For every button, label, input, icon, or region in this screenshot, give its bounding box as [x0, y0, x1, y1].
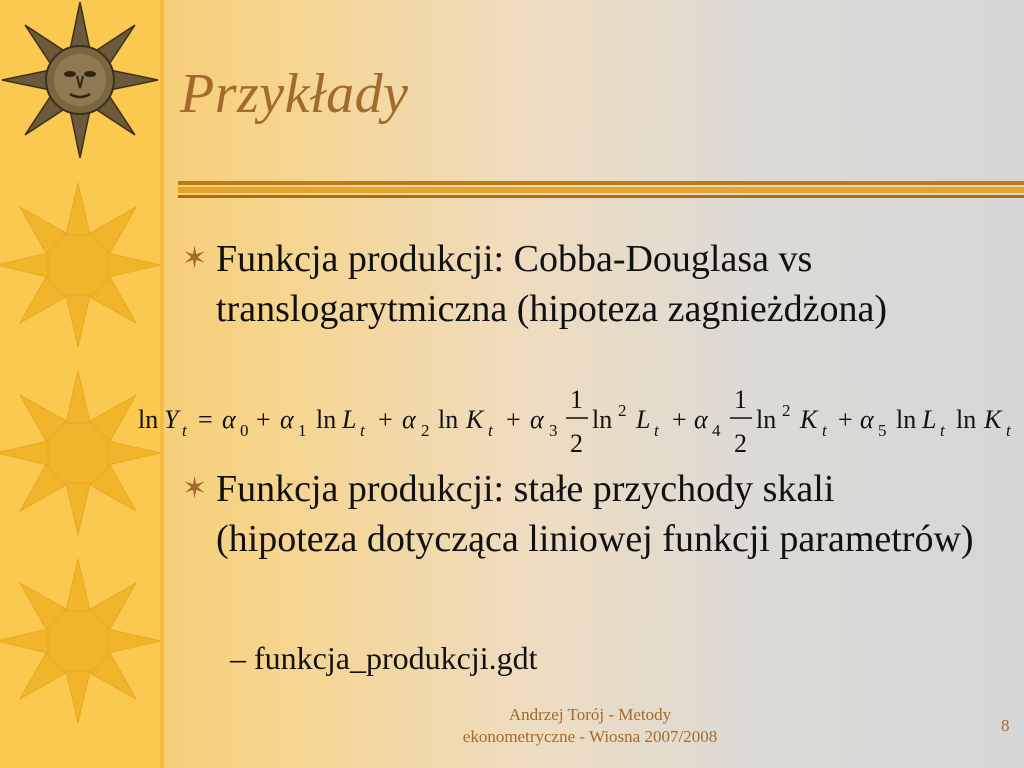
svg-text:α: α — [280, 405, 294, 434]
svg-text:t: t — [822, 421, 827, 440]
title-rule — [178, 181, 1024, 185]
svg-text:=: = — [198, 405, 213, 434]
sun-icon — [0, 180, 170, 350]
page-number: 8 — [1001, 716, 1010, 735]
svg-text:4: 4 — [712, 421, 721, 440]
svg-text:K: K — [800, 405, 818, 434]
svg-text:1: 1 — [298, 421, 307, 440]
svg-text:L: L — [636, 405, 651, 434]
svg-text:K: K — [984, 405, 1002, 434]
bullet-item — [182, 464, 976, 564]
svg-text:2: 2 — [570, 429, 583, 458]
svg-text:+: + — [256, 405, 271, 434]
svg-text:Y: Y — [164, 405, 179, 434]
svg-text:3: 3 — [549, 421, 558, 440]
svg-text:1: 1 — [734, 388, 747, 414]
slide-title: Przykłady — [180, 63, 409, 125]
svg-text:0: 0 — [240, 421, 249, 440]
star-bullet-icon: ✶ — [182, 242, 208, 275]
footer-line: ekonometryczne - Wiosna 2007/2008 — [462, 727, 718, 746]
svg-text:ln: ln — [316, 405, 337, 434]
svg-text:t: t — [360, 421, 365, 440]
svg-text:α: α — [402, 405, 416, 434]
svg-text:α: α — [222, 405, 236, 434]
svg-text:K: K — [466, 405, 484, 434]
svg-text:+: + — [378, 405, 393, 434]
svg-text:ln: ln — [438, 405, 459, 434]
svg-text:+: + — [506, 405, 521, 434]
title-rule — [178, 195, 1024, 198]
svg-text:t: t — [654, 421, 659, 440]
sun-face-icon — [0, 0, 170, 170]
svg-text:ln: ln — [896, 405, 917, 434]
svg-text:t: t — [940, 421, 945, 440]
footer-line: Andrzej Torój - Metody — [508, 705, 672, 724]
svg-text:+: + — [838, 405, 853, 434]
svg-text:t: t — [488, 421, 493, 440]
svg-text:α: α — [860, 405, 874, 434]
translog-formula — [0, 388, 1024, 462]
bullet-item — [182, 234, 976, 334]
svg-text:ln: ln — [756, 405, 777, 434]
svg-text:2: 2 — [782, 401, 791, 420]
svg-text:α: α — [694, 405, 708, 434]
svg-text:2: 2 — [734, 429, 747, 458]
svg-text:t: t — [182, 421, 187, 440]
star-bullet-icon: ✶ — [182, 472, 208, 505]
svg-text:ln: ln — [956, 405, 977, 434]
bullet-text: Funkcja produkcji: Cobba-Douglasa vs translogarytmiczna (hipoteza zagnieżdżona) — [216, 238, 887, 330]
svg-text:2: 2 — [618, 401, 627, 420]
svg-text:ln: ln — [138, 405, 159, 434]
svg-text:L: L — [922, 405, 937, 434]
sun-icon — [0, 556, 170, 726]
svg-text:t: t — [1006, 421, 1011, 440]
sub-bullet: – funkcja_produkcji.gdt — [230, 640, 538, 676]
svg-text:L: L — [342, 405, 357, 434]
svg-text:α: α — [530, 405, 544, 434]
title-rule — [178, 187, 1024, 193]
svg-text:+: + — [672, 405, 687, 434]
svg-text:1: 1 — [570, 388, 583, 414]
bullet-text: Funkcja produkcji: stałe przychody skali (hipoteza dotycząca liniowej funkcji parametrów) — [216, 468, 974, 560]
svg-text:5: 5 — [878, 421, 887, 440]
svg-text:ln: ln — [592, 405, 613, 434]
svg-text:2: 2 — [421, 421, 430, 440]
footer — [430, 704, 750, 748]
